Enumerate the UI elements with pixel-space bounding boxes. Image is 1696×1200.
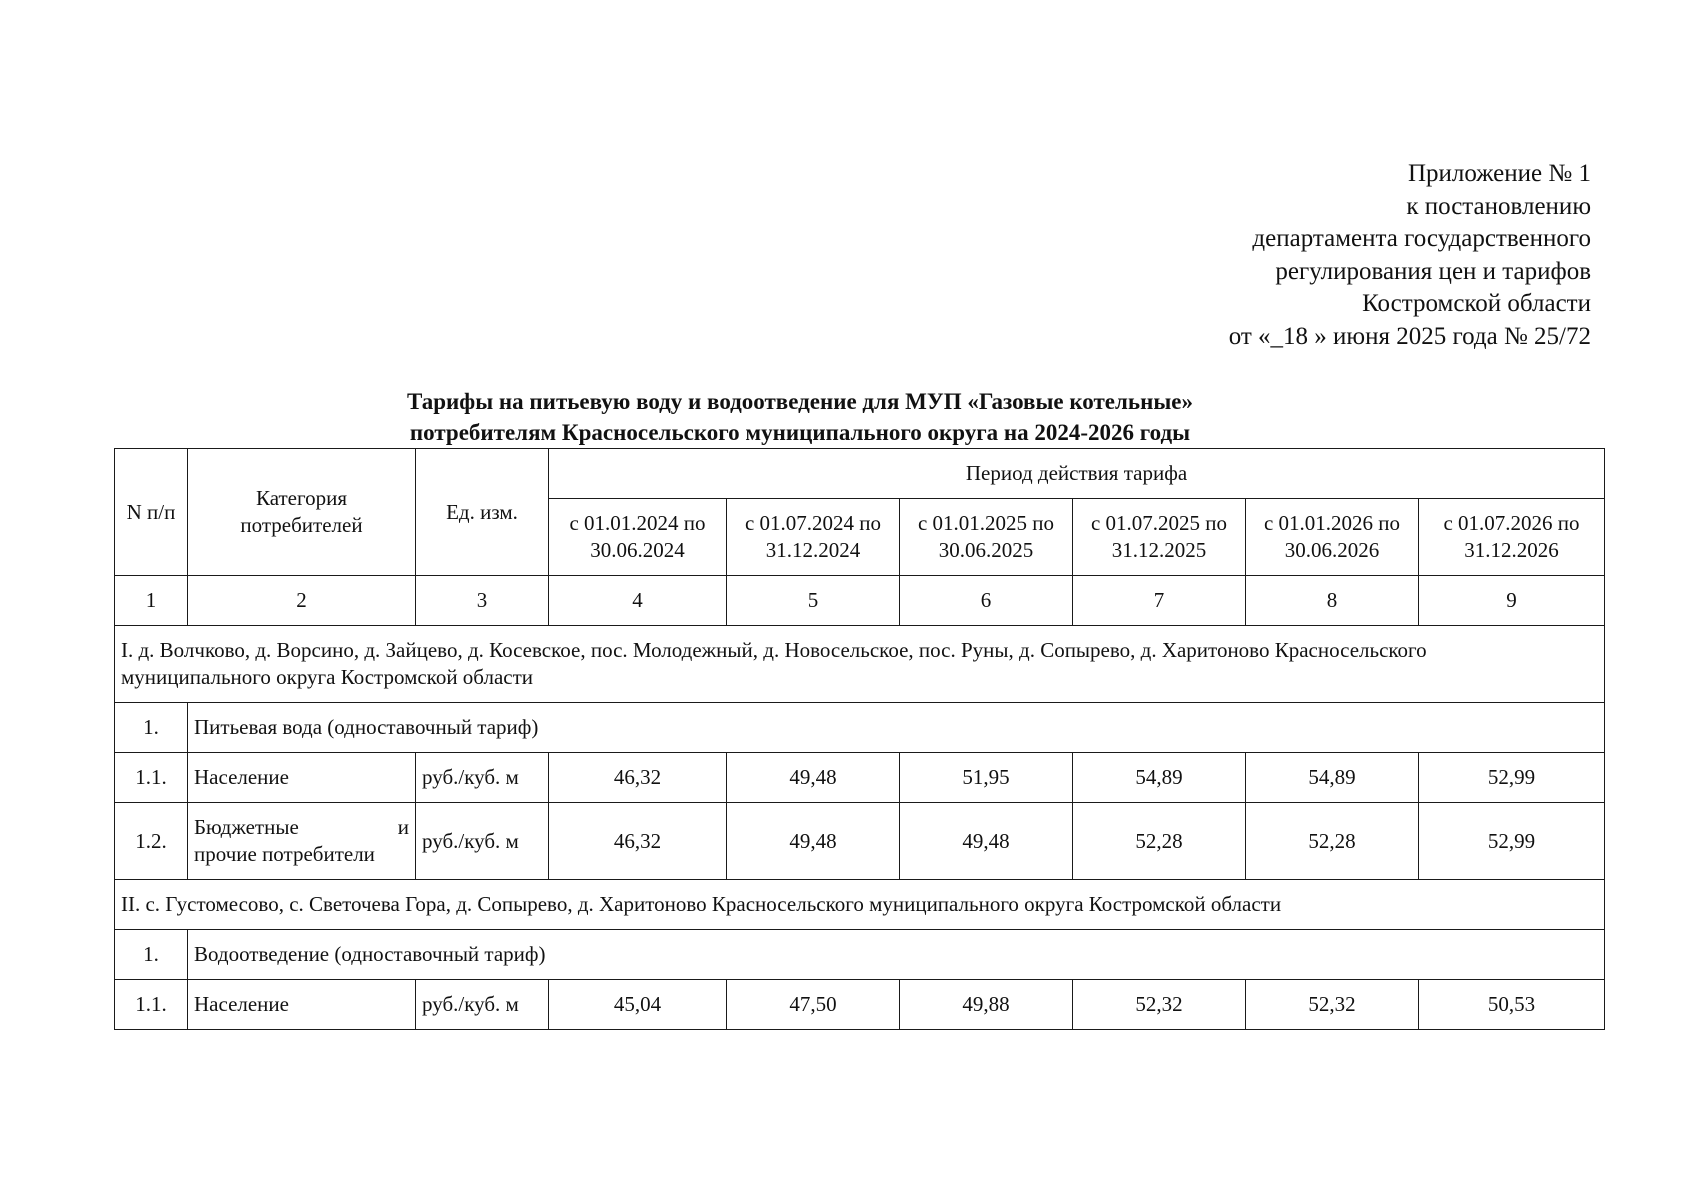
- row-value: 52,28: [1073, 803, 1246, 880]
- group-label: Водоотведение (одноставочный тариф): [188, 930, 1605, 980]
- table-row: [115, 803, 1605, 880]
- header-period-cell: с 01.07.2025 по 31.12.2025: [1073, 499, 1246, 576]
- appendix-line: Костромской области: [1362, 290, 1591, 317]
- row-num: 1.1.: [115, 980, 188, 1030]
- row-value: 49,48: [727, 803, 900, 880]
- appendix-line: к постановлению: [1406, 192, 1591, 220]
- row-value: 49,48: [900, 803, 1073, 880]
- column-number: 3: [416, 576, 549, 626]
- row-value: 51,95: [900, 753, 1073, 803]
- appendix-line: регулирования цен и тарифов: [1275, 257, 1591, 285]
- column-number: 1: [115, 576, 188, 626]
- document-title: [114, 386, 1486, 448]
- row-category: Население: [188, 980, 416, 1030]
- header-period-cell: с 01.01.2026 по 30.06.2026: [1246, 499, 1419, 576]
- row-value: 52,99: [1419, 753, 1605, 803]
- row-value: 50,53: [1419, 980, 1605, 1030]
- row-value: 52,32: [1073, 980, 1246, 1030]
- row-value: 46,32: [549, 803, 727, 880]
- appendix-line: от «_18 » июня 2025 года № 25/72: [1228, 322, 1591, 350]
- header-period-cell: с 01.07.2024 по 31.12.2024: [727, 499, 900, 576]
- column-number: 6: [900, 576, 1073, 626]
- header-category: Категория потребителей: [188, 449, 416, 576]
- group-label: Питьевая вода (одноставочный тариф): [188, 703, 1605, 753]
- row-value: 52,28: [1246, 803, 1419, 880]
- row-num: 1.1.: [115, 753, 188, 803]
- document-title-line: потребителям Красносельского муниципального округа на 2024-2026 годы: [409, 420, 1191, 445]
- row-value: 52,99: [1419, 803, 1605, 880]
- header-period-cell: с 01.01.2025 по 30.06.2025: [900, 499, 1073, 576]
- document-title-line: Тарифы на питьевую воду и водоотведение для МУП «Газовые котельные»: [407, 389, 1193, 414]
- group-num: 1.: [115, 930, 188, 980]
- group-row: [115, 703, 1605, 753]
- column-number: 2: [188, 576, 416, 626]
- row-value: 49,48: [727, 753, 900, 803]
- row-value: 54,89: [1246, 753, 1419, 803]
- column-number: 5: [727, 576, 900, 626]
- row-num: 1.2.: [115, 803, 188, 880]
- table-row: [115, 753, 1605, 803]
- header-unit: Ед. изм.: [416, 449, 549, 576]
- section-row: [115, 880, 1605, 930]
- row-value: 46,32: [549, 753, 727, 803]
- group-num: 1.: [115, 703, 188, 753]
- header-row: [115, 449, 1605, 499]
- row-unit: руб./куб. м: [416, 803, 549, 880]
- column-number: 7: [1073, 576, 1246, 626]
- appendix-line: департамента государственного: [1252, 225, 1591, 252]
- header-period: Период действия тарифа: [549, 449, 1605, 499]
- section-title: I. д. Волчково, д. Ворсино, д. Зайцево, д. Косевское, пос. Молодежный, д. Новосельское, пос. Руны, д. Сопырево, д. Харитоново Красносельского муниципального округа Костромской области: [115, 626, 1605, 703]
- row-category: Население: [188, 753, 416, 803]
- column-numbers-row: [115, 576, 1605, 626]
- group-row: [115, 930, 1605, 980]
- row-unit: руб./куб. м: [416, 980, 549, 1030]
- row-value: 52,32: [1246, 980, 1419, 1030]
- section-row: [115, 626, 1605, 703]
- header-period-cell: с 01.07.2026 по 31.12.2026: [1419, 499, 1605, 576]
- section-title: II. с. Густомесово, с. Светочева Гора, д. Сопырево, д. Харитоново Красносельского муниципального округа Костромской области: [115, 880, 1605, 930]
- column-number: 9: [1419, 576, 1605, 626]
- appendix-line: Приложение № 1: [1407, 160, 1591, 187]
- row-value: 45,04: [549, 980, 727, 1030]
- row-unit: руб./куб. м: [416, 753, 549, 803]
- header-num: N п/п: [115, 449, 188, 576]
- row-value: 49,88: [900, 980, 1073, 1030]
- row-value: 47,50: [727, 980, 900, 1030]
- column-number: 4: [549, 576, 727, 626]
- header-period-cell: с 01.01.2024 по 30.06.2024: [549, 499, 727, 576]
- tariff-table: [114, 448, 1605, 1030]
- row-value: 54,89: [1073, 753, 1246, 803]
- row-category: Бюджетные и прочие потребители: [188, 803, 416, 880]
- appendix-header: [1229, 158, 1591, 353]
- column-number: 8: [1246, 576, 1419, 626]
- table-row: [115, 980, 1605, 1030]
